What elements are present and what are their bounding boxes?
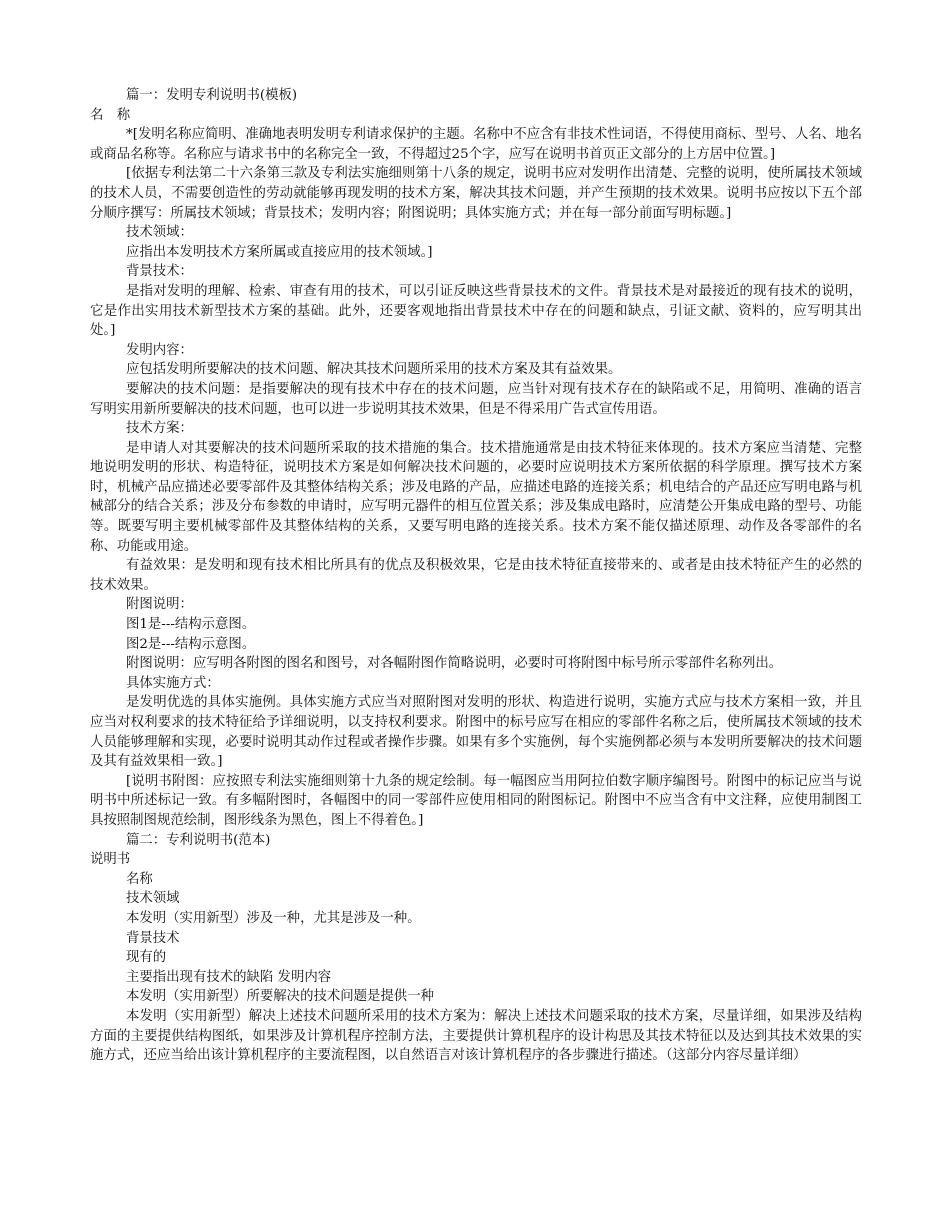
document-paragraph: 本发明（实用新型）所要解决的技术问题是提供一种: [126, 989, 434, 1005]
document-paragraph: 图1是---结构示意图。: [126, 617, 256, 633]
document-paragraph: 附图说明：: [126, 597, 193, 613]
document-paragraph: 具体实施方式：: [126, 675, 220, 691]
document-paragraph: 说明书: [90, 852, 131, 868]
document-paragraph: 图2是---结构示意图。: [126, 636, 256, 652]
document-paragraph: 名称: [126, 871, 153, 887]
document-paragraph: 是发明优选的具体实施例。具体实施方式应当对照附图对发明的形状、构造进行说明，实施方式应与技术方案相一致，并且应当对权利要求的技术特征给予详细说明，以支持权利要求。附图中的标号应写在相应的零部件名称之后，使所属技术领域的技术人员能够理解和实现，必要时说明其动作过程或者操作步骤。如果有多个实施例，每个实施例都必须与本发明所要解决的技术问题及其有益效果相一致。]: [90, 695, 862, 770]
document-paragraph: 技术方案：: [126, 421, 193, 437]
document-paragraph: 篇一：发明专利说明书(模板): [126, 88, 298, 103]
document-paragraph: [依据专利法第二十六条第三款及专利法实施细则第十八条的规定，说明书应对发明作出清楚、完整的说明，使所属技术领域的技术人员，不需要创造性的劳动就能够再现发明的技术方案，解决其技术问题，并产生预期的技术效果。说明书应按以下五个部分顺序撰写：所属技术领域；背景技术；发明内容；附图说明；具体实施方式；并在每一部分前面写明标题。]: [90, 166, 862, 221]
document-paragraph: 背景技术: [126, 930, 180, 946]
document-paragraph: 应包括发明所要解决的技术问题、解决其技术问题所采用的技术方案及其有益效果。: [126, 362, 622, 378]
document-paragraph: 主要指出现有技术的缺陷 发明内容: [126, 969, 332, 985]
document-paragraph: 本发明（实用新型）涉及一种，尤其是涉及一种。: [126, 910, 421, 926]
document-paragraph: [说明书附图：应按照专利法实施细则第十九条的规定绘制。每一幅图应当用阿拉伯数字顺序编图号。附图中的标记应当与说明书中所述标记一致。有多幅附图时，各幅图中的同一零部件应使用相同的附图标记。附图中不应当含有中文注释，应使用制图工具按照制图规范绘制，图形线条为黑色，图上不得着色。]: [90, 773, 862, 828]
document-paragraph: 背景技术：: [126, 264, 193, 280]
document-paragraph: 应指出本发明技术方案所属或直接应用的技术领域。]: [126, 244, 433, 260]
document-paragraph: 有益效果：是发明和现有技术相比所具有的优点及积极效果，它是由技术特征直接带来的、或者是由技术特征产生的必然的技术效果。: [90, 558, 862, 593]
document-paragraph: 是指对发明的理解、检索、审查有用的技术，可以引证反映这些背景技术的文件。背景技术是对最接近的现有技术的说明，它是作出实用技术新型技术方案的基础。此外，还要客观地指出背景技术中存在的问题和缺点，引证文献、资料的，应写明其出处。]: [90, 283, 862, 339]
document-paragraph: 技术领域：: [126, 225, 193, 241]
document-paragraph: 发明内容：: [126, 342, 193, 358]
document-paragraph: 附图说明：应写明各附图的图名和图号，对各幅附图作简略说明，必要时可将附图中标号所示零部件名称列出。: [126, 656, 783, 672]
document-paragraph: *[发明名称应简明、准确地表明发明专利请求保护的主题。名称中不应含有非技术性词语，不得使用商标、型号、人名、地名或商品名称等。名称应与请求书中的名称完全一致，不得超过25个字，应写在说明书首页正文部分的上方居中位置。]: [90, 127, 862, 162]
document-paragraph: 本发明（实用新型）解决上述技术问题所采用的技术方案为：解决上述技术问题采取的技术方案，尽量详细，如果涉及结构方面的主要提供结构图纸，如果涉及计算机程序控制方法，主要提供计算机程序的设计构思及其技术特征以及达到其技术效果的实施方式，还应当给出该计算机程序的主要流程图，以自然语言对该计算机程序的各步骤进行描述。（这部分内容尽量详细）: [90, 1008, 862, 1064]
document-paragraph: 名 称: [90, 107, 131, 123]
document-paragraph: 要解决的技术问题：是指要解决的现有技术中存在的技术问题，应当针对现有技术存在的缺陷或不足，用简明、准确的语言写明实用新所要解决的技术问题，也可以进一步说明其技术效果，但是不得采用广告式宣传用语。: [90, 381, 862, 417]
document-paragraph: 技术领域: [126, 891, 180, 907]
document-paragraph: 是申请人对其要解决的技术问题所采取的技术措施的集合。技术措施通常是由技术特征来体现的。技术方案应当清楚、完整地说明发明的形状、构造特征，说明技术方案是如何解决技术问题的，必要时应说明技术方案所依据的科学原理。撰写技术方案时，机械产品应描述必要零部件及其整体结构关系；涉及电路的产品，应描述电路的连接关系；机电结合的产品还应写明电路与机械部分的结合关系；涉及分布参数的申请时，应写明元器件的相互位置关系；涉及集成电路时，应清楚公开集成电路的型号、功能等。既要写明主要机械零部件及其整体结构的关系，又要写明电路的连接关系。技术方案不能仅描述原理、动作及各零部件的名称、功能或用途。: [90, 440, 862, 554]
document-paragraph: 现有的: [126, 950, 167, 966]
document-paragraph: 篇二：专利说明书(范本): [126, 832, 271, 848]
